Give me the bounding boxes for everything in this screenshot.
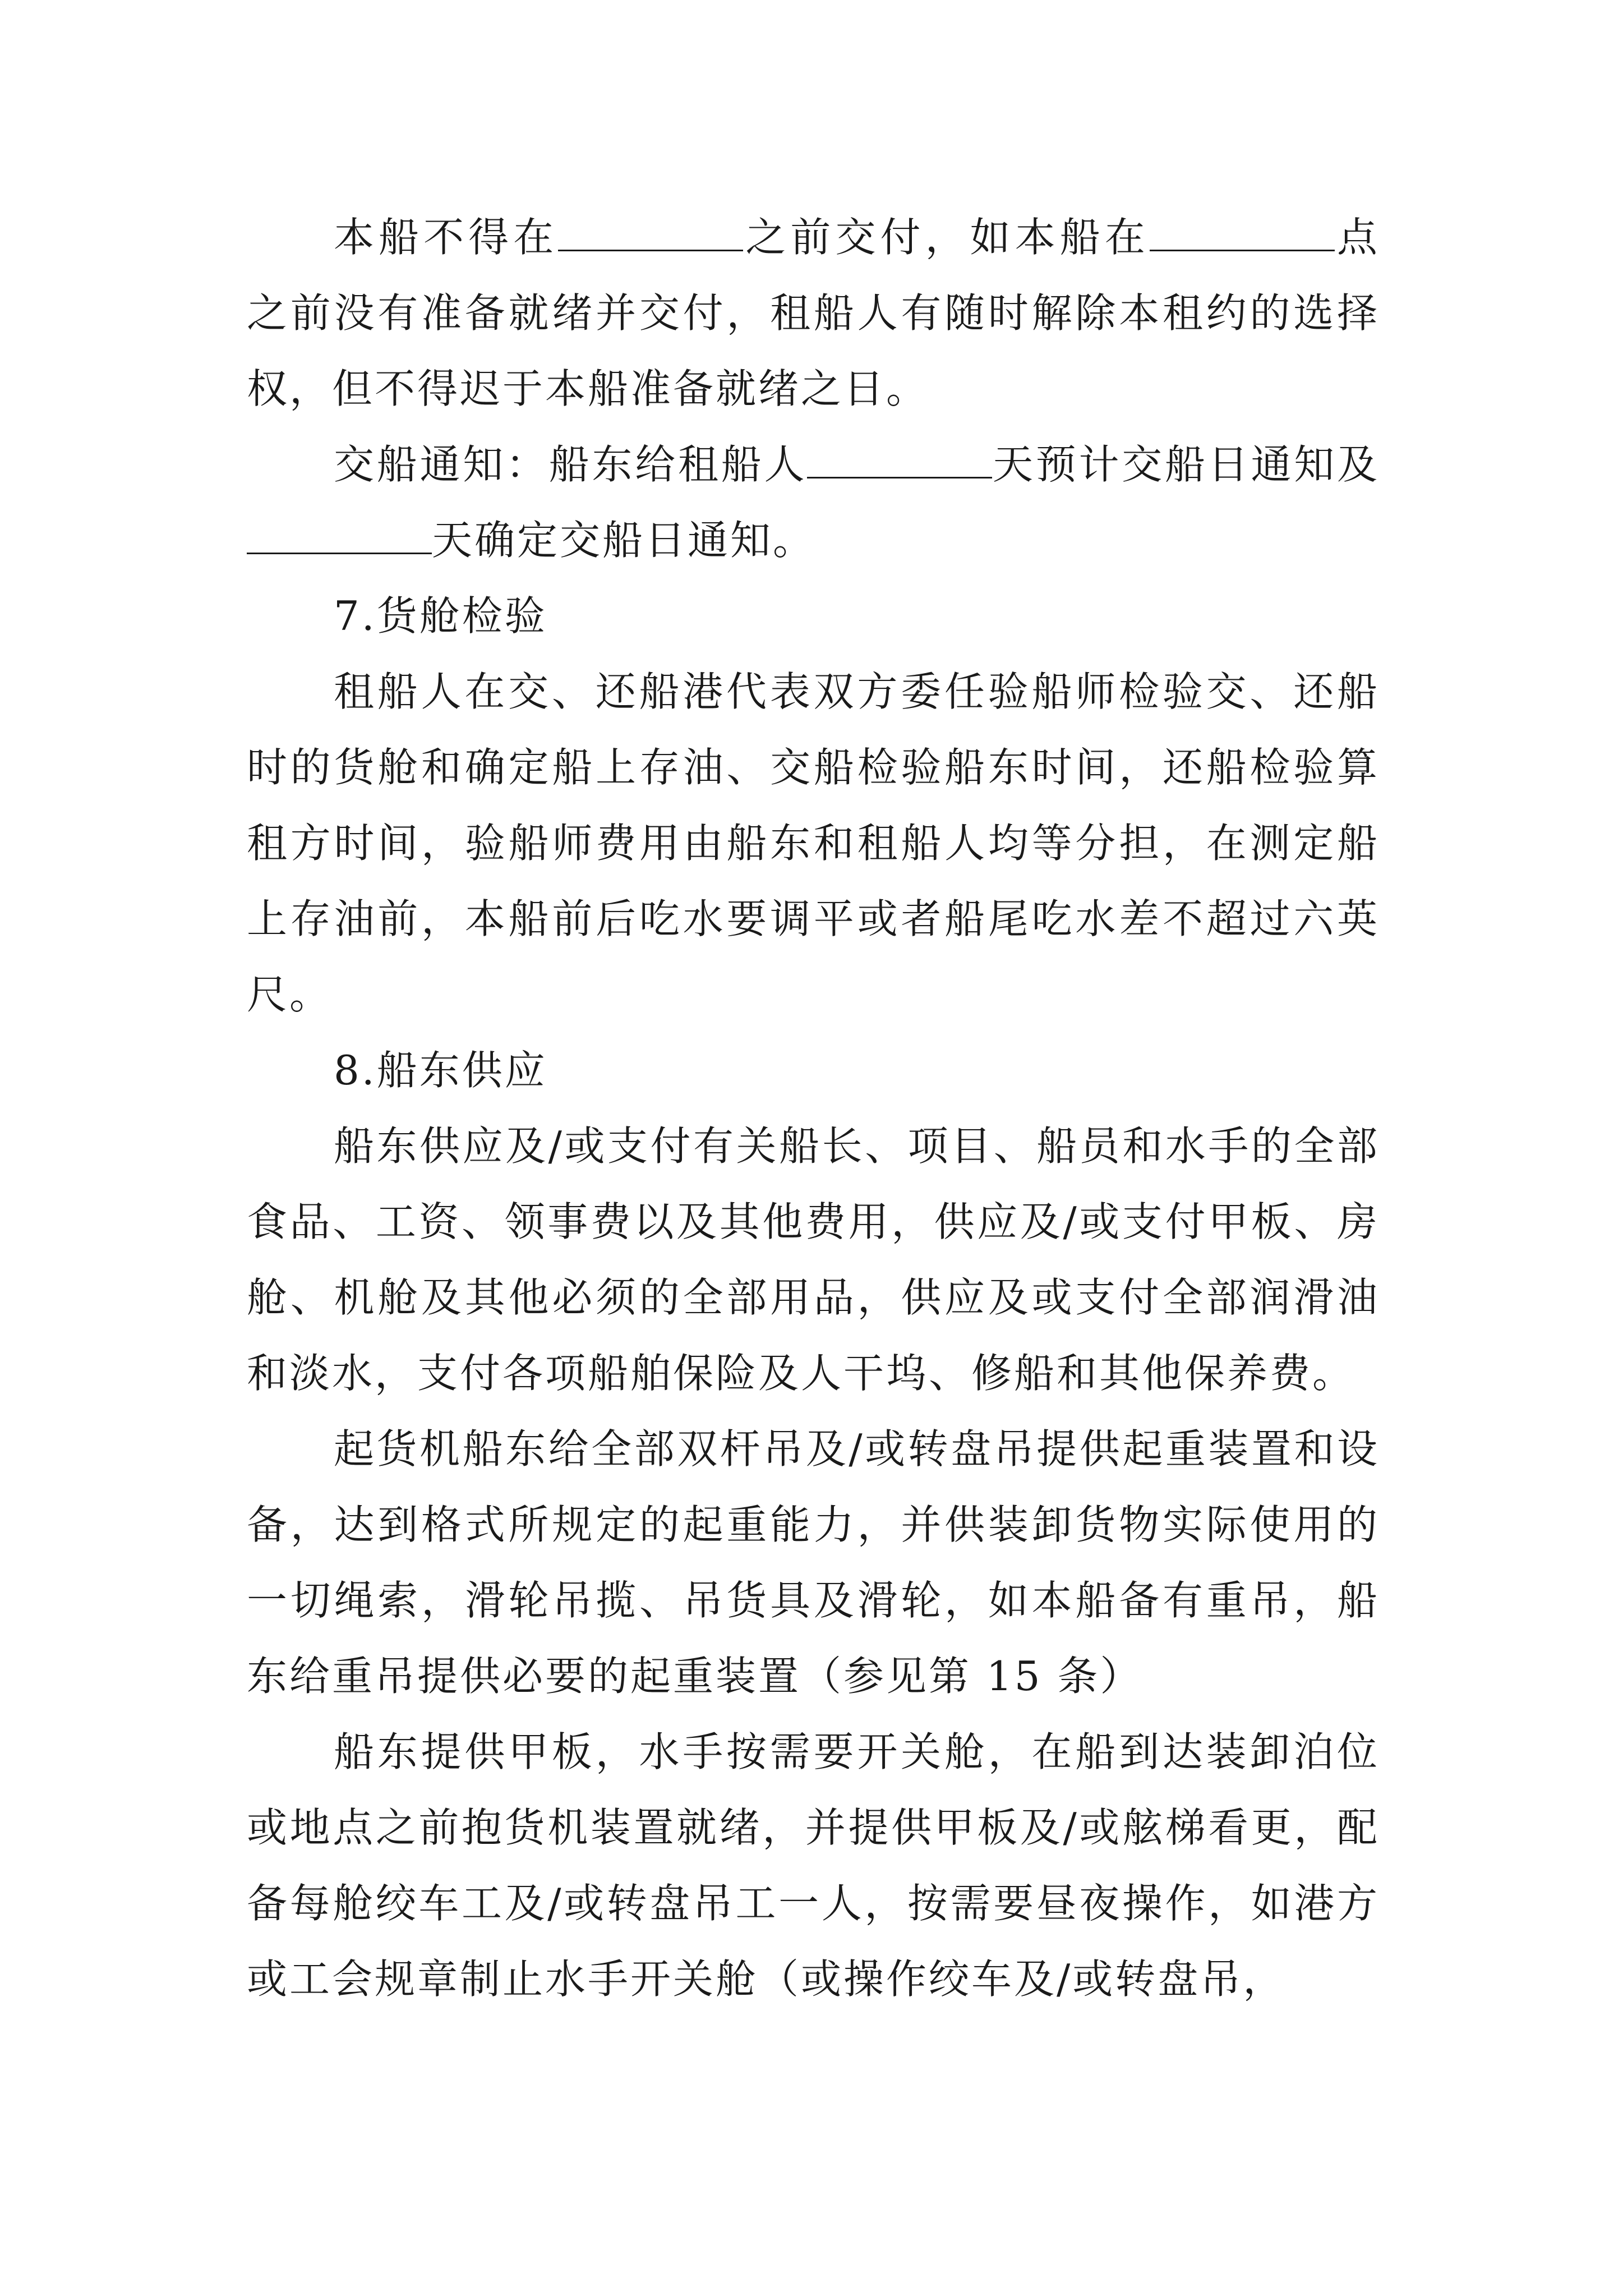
blank-line <box>558 215 743 251</box>
paragraph-hold-inspection: 租船人在交、还船港代表双方委任验船师检验交、还船时的货舱和确定船上存油、交船检验船东时间，还船检验算租方时间，验船师费用由船东和租船人均等分担，在测定船上存油前，本船前后吃水要调平或者船尾吃水差不超过六英尺。 <box>247 668 1380 1018</box>
text-segment: 天预计交船日通知及 <box>992 441 1380 488</box>
paragraph-delivery-notice <box>247 427 1380 578</box>
text-segment: 点之前没有准备就绪并交付，租船人有随时解除本租约的选择权，但不得迟于本船准备就绪之日。 <box>247 214 1380 412</box>
paragraph-owner-supply: 船东供应及/或支付有关船长、项目、船员和水手的全部食品、工资、领事费以及其他费用，供应及/或支付甲板、房舱、机舱及其他必须的全部用品，供应及或支付全部润滑油和淡水，支付各项船舶保险及人干坞、修船和其他保养费。 <box>247 1122 1380 1397</box>
paragraph-delivery-date <box>247 200 1380 427</box>
paragraph-cargo-gear: 起货机船东给全部双杆吊及/或转盘吊提供起重装置和设备，达到格式所规定的起重能力，并供装卸货物实际使用的一切绳索，滑轮吊揽、吊货具及滑轮，如本船备有重吊，船东给重吊提供必要的起重装置（参见第 15 条） <box>247 1425 1380 1700</box>
blank-line <box>1150 215 1335 251</box>
paragraph-deck-crew: 船东提供甲板，水手按需要开关舱，在船到达装卸泊位或地点之前抱货机装置就绪，并提供甲板及/或舷梯看更，配备每舱绞车工及/或转盘吊工一人，按需要昼夜操作，如港方或工会规章制止水手开关舱（或操作绞车及/或转盘吊， <box>247 1728 1380 2003</box>
text-segment: 本船不得在 <box>334 214 559 261</box>
document-body <box>247 200 1380 2017</box>
text-segment: 交船通知：船东给租船人 <box>334 441 808 488</box>
text-segment: 天确定交船日通知。 <box>432 517 816 564</box>
text-segment: 之前交付，如本船在 <box>743 214 1150 261</box>
blank-line <box>247 518 432 554</box>
blank-line <box>807 442 992 478</box>
section-heading-7: 7.货舱检验 <box>334 592 547 639</box>
section-heading-8: 8.船东供应 <box>334 1047 547 1094</box>
